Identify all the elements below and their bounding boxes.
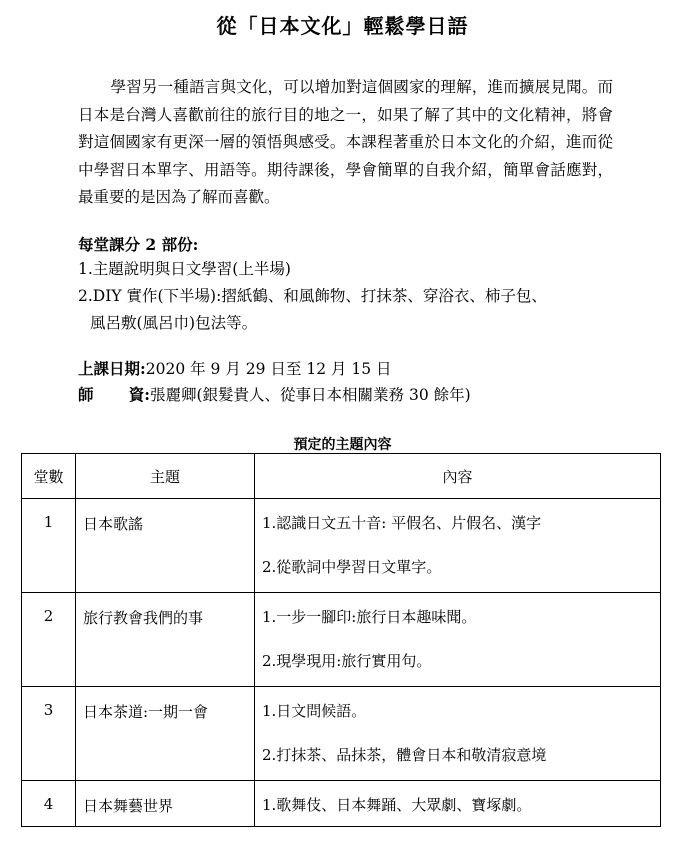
list-item-continuation: 風呂敷(風呂巾)包法等。 bbox=[90, 314, 258, 332]
topic-cell: 日本歌謠 bbox=[76, 499, 255, 593]
content-cell bbox=[255, 781, 661, 827]
list-item bbox=[78, 283, 623, 337]
teacher-label-char2: 資: bbox=[128, 385, 150, 404]
page-title: 從「日本文化」輕鬆學日語 bbox=[216, 14, 469, 38]
table-row bbox=[22, 781, 661, 827]
content-cell bbox=[255, 593, 661, 687]
section-heading: 每堂課分 2 部份: bbox=[78, 235, 199, 254]
session-number: 3 bbox=[22, 687, 76, 781]
content-cell bbox=[255, 687, 661, 781]
topic-cell: 日本舞藝世界 bbox=[76, 781, 255, 827]
content-line: 1.一步一腳印:旅行日本趣味聞。 bbox=[262, 608, 477, 626]
header-content: 內容 bbox=[255, 454, 661, 499]
topics-table bbox=[21, 453, 661, 827]
intro-paragraph: 學習另一種語言與文化，可以增加對這個國家的理解，進而擴展見聞。而日本是台灣人喜歡前往的旅行目的地之一，如果了解了其中的文化精神，將會對這個國家有更深一層的領悟與感受。本課程著重於日本文化的介紹，進而從中學習日本單字、用語等。期待課後，學會簡單的自我介紹，簡單會話應對，最重要的是因為了解而喜歡。 bbox=[78, 78, 613, 206]
teacher-info bbox=[78, 383, 471, 405]
teacher-label-char1: 師 bbox=[78, 385, 94, 404]
course-date bbox=[78, 357, 392, 379]
table-row bbox=[22, 499, 661, 593]
list-item-text: 1.主題說明與日文學習(上半場) bbox=[78, 260, 291, 278]
content-line: 1.認識日文五十音: 平假名、片假名、漢字 bbox=[262, 514, 542, 532]
header-topic: 主題 bbox=[76, 454, 255, 499]
teacher-value: 張麗卿(銀髮貴人、從事日本相關業務 30 餘年) bbox=[150, 386, 471, 404]
table-caption: 預定的主題內容 bbox=[293, 437, 392, 453]
table-row bbox=[22, 593, 661, 687]
table-row bbox=[22, 687, 661, 781]
content-line: 2.現學現用:旅行實用句。 bbox=[262, 652, 432, 670]
header-session: 堂數 bbox=[22, 454, 76, 499]
topic-cell: 日本茶道:一期一會 bbox=[76, 687, 255, 781]
content-cell bbox=[255, 499, 661, 593]
course-date-value: 2020 年 9 月 29 日至 12 月 15 日 bbox=[145, 360, 392, 378]
content-line: 1.日文問候語。 bbox=[262, 702, 367, 720]
content-line: 2.從歌詞中學習日文單字。 bbox=[262, 558, 442, 576]
content-line: 1.歌舞伎、日本舞踊、大眾劇、寶塚劇。 bbox=[262, 796, 532, 814]
session-number: 1 bbox=[22, 499, 76, 593]
list-item-text: 2.DIY 實作(下半場):摺紙鶴、和風飾物、打抹茶、穿浴衣、柿子包、 bbox=[78, 287, 547, 305]
session-number: 2 bbox=[22, 593, 76, 687]
list-item bbox=[78, 256, 623, 283]
topic-cell: 旅行教會我們的事 bbox=[76, 593, 255, 687]
course-date-label: 上課日期: bbox=[78, 359, 146, 378]
teacher-label bbox=[78, 383, 150, 405]
content-line: 2.打抹茶、品抹茶，體會日本和敬清寂意境 bbox=[262, 746, 547, 764]
session-number: 4 bbox=[22, 781, 76, 827]
table-header-row bbox=[22, 454, 661, 499]
